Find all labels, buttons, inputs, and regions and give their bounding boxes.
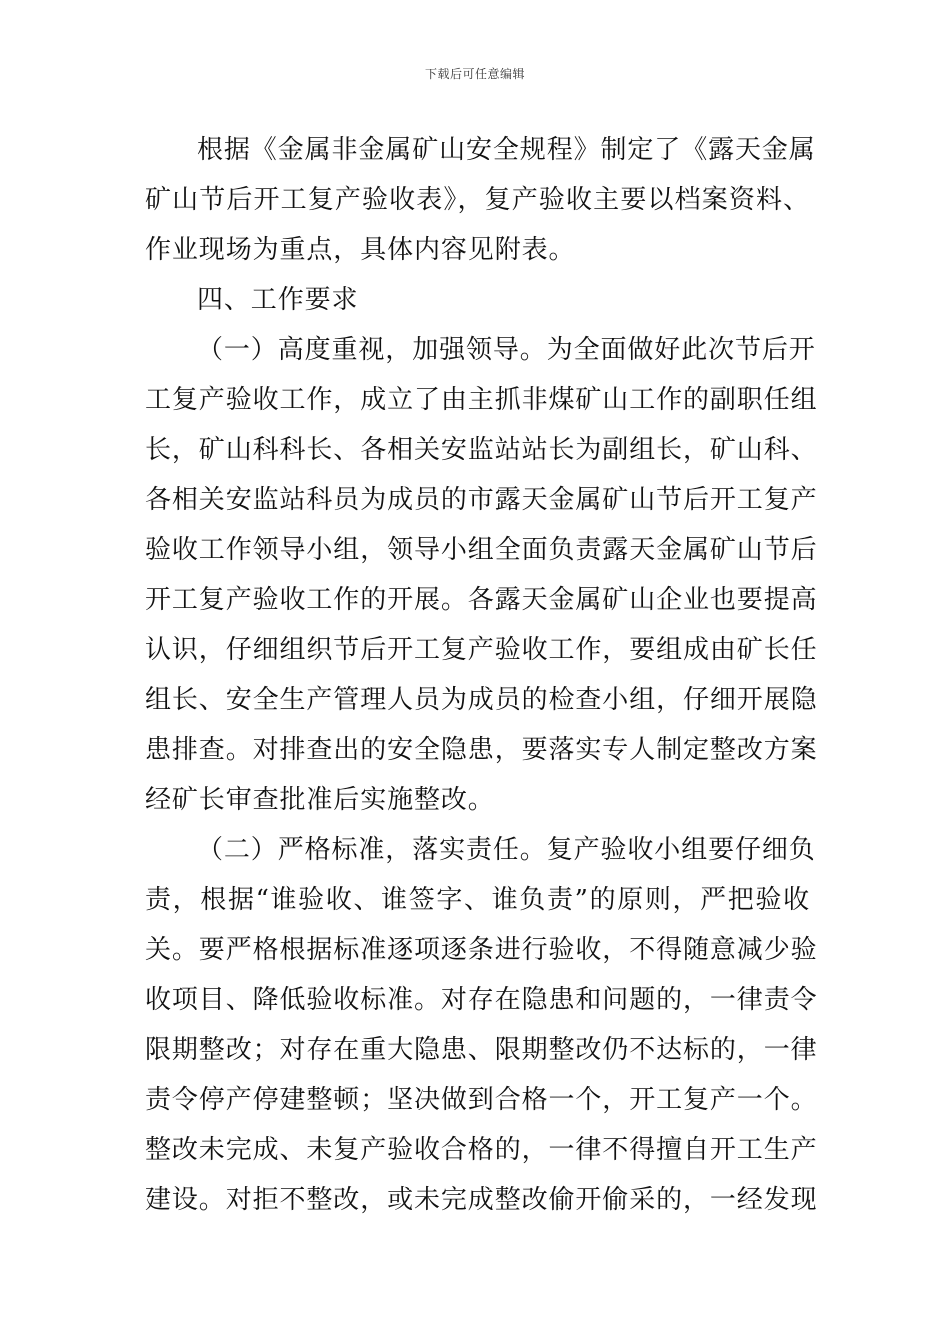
paragraph-line: 作业现场为重点，具体内容见附表。 [145,235,576,265]
paragraph-line: 长，矿山科科长、各相关安监站站长为副组长，矿山科、 [145,435,818,465]
paragraph-line: 限期整改；对存在重大隐患、限期整改仍不达标的，一律 [145,1035,818,1065]
paragraph-line: 各相关安监站科员为成员的市露天金属矿山节后开工复产 [145,485,818,515]
section-heading: 四、工作要求 [197,285,359,315]
paragraph-line: 验收工作领导小组，领导小组全面负责露天金属矿山节后 [145,535,818,565]
paragraph-line: （一）高度重视，加强领导。为全面做好此次节后开 [197,335,816,365]
paragraph-line: 责，根据“谁验收、谁签字、谁负责”的原则，严把验收 [145,885,810,915]
paragraph-line: 认识，仔细组织节后开工复产验收工作，要组成由矿长任 [145,635,818,665]
paragraph-line: 关。要严格根据标准逐项逐条进行验收，不得随意减少验 [145,935,818,965]
paragraph-line: 矿山节后开工复产验收表》，复产验收主要以档案资料、 [145,185,810,215]
paragraph-line: （二）严格标准，落实责任。复产验收小组要仔细负 [197,835,816,865]
paragraph-line: 开工复产验收工作的开展。各露天金属矿山企业也要提高 [145,585,818,615]
paragraph-line: 组长、安全生产管理人员为成员的检查小组，仔细开展隐 [145,685,818,715]
paragraph-line: 整改未完成、未复产验收合格的，一律不得擅自开工生产 [145,1135,818,1165]
paragraph-line: 经矿长审查批准后实施整改。 [145,785,495,815]
paragraph-line: 建设。对拒不整改，或未完成整改偷开偷采的，一经发现 [145,1185,818,1215]
paragraph-line: 患排查。对排查出的安全隐患，要落实专人制定整改方案 [145,735,818,765]
paragraph-line: 责令停产停建整顿；坚决做到合格一个，开工复产一个。 [145,1085,818,1115]
paragraph-line: 根据《金属非金属矿山安全规程》制定了《露天金属 [197,135,816,165]
page-header: 下载后可任意编辑 [424,67,525,81]
paragraph-line: 收项目、降低验收标准。对存在隐患和问题的，一律责令 [145,985,818,1015]
paragraph-line: 工复产验收工作，成立了由主抓非煤矿山工作的副职任组 [145,385,818,415]
